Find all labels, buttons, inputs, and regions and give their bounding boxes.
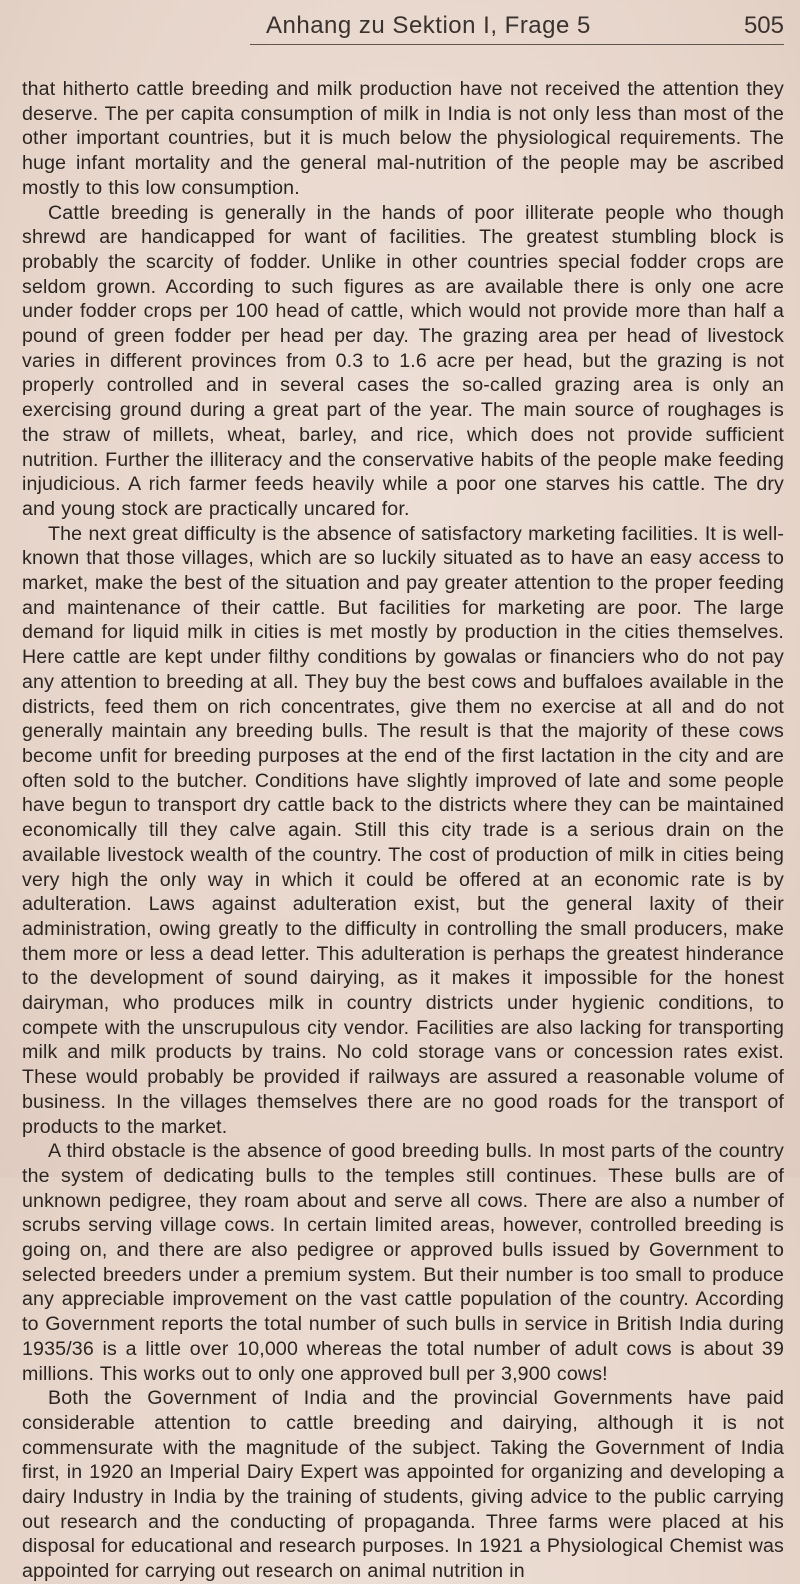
paragraph-breeding-bulls: A third obstacle is the absence of good breeding bulls. In most parts of the country the system of dedicating bulls to the temples still continues. These bulls are of unknown pedigree, they roam about and serve all cows. There are also a number of scrubs serving village cows. In certain limited areas, however, controlled breeding is going on, and there are also pedigree or approved bulls issued by Government to selected breeders under a premium system. But their number is too small to produce any appreciable improvement on the vast cattle population of the country. According to Government reports the total number of such bulls in service in British India during 1935/36 is a little over 10,000 whereas the total number of adult cows is about 39 millions. This works out to only one approved bull per 3,900 cows! bbox=[22, 1140, 784, 1385]
paragraph-fodder: Cattle breeding is generally in the hands of poor illiterate people who though shrewd are handicapped for want of facilities. The greatest stumbling block is probably the scarcity of fodder. Unlike in other countries special fodder crops are seldom grown. According to such figures as are available there is only one acre under fodder crops per 100 head of cattle, which would not provide more than half a pound of green fodder per head per day. The grazing area per head of livestock varies in different provinces from 0.3 to 1.6 acre per head, but the grazing is not properly controlled and in several cases the so-called grazing area is only an exercising ground during a great part of the year. The main source of roughages is the straw of millets, wheat, barley, and rice, which does not provide sufficient nutrition. Further the illiteracy and the conservative habits of the people make feeding injudicious. A rich farmer feeds heavily while a poor one starves his cattle. The dry and young stock are practically uncared for. bbox=[22, 201, 784, 520]
paragraph-government: Both the Government of India and the provincial Governments have paid considerable attention to cattle breeding and dairying, although it is not commensurate with the magnitude of the subject. Taking the Government of India first, in 1920 an Imperial Dairy Expert was appointed for organizing and developing a dairy Industry in India by the training of students, giving advice to the public carrying out research and the conducting of propaganda. Three farms were placed at his disposal for educational and research purposes. In 1921 a Physiological Chemist was appointed for carrying out research on animal nutrition in bbox=[22, 1387, 784, 1583]
book-page bbox=[22, 0, 784, 1584]
body-text bbox=[22, 77, 784, 1584]
running-head bbox=[250, 0, 784, 45]
paragraph-continued: that hitherto cattle breeding and milk production have not received the attention they deserve. The per capita consumption of milk in India is not only less than most of the other important countries, but it is much below the physiological requirements. The huge infant mortality and the general mal-nutrition of the people may be ascribed mostly to this low consumption. bbox=[22, 78, 784, 199]
page-number: 505 bbox=[743, 12, 784, 39]
paragraph-marketing: The next great difficulty is the absence of satisfactory marketing facilities. It is well-known that those villages, which are so luckily situated as to have an easy access to market, make the best of the situation and pay greater attention to the proper feeding and maintenance of their cattle. But facilities for marketing are poor. The large demand for liquid milk in cities is met mostly by production in the cities themselves. Here cattle are kept under filthy conditions by gowalas or financiers who do not pay any attention to breeding at all. They buy the best cows and buffaloes available in the districts, feed them on rich concentrates, give them no exercise at all and do not generally maintain any breeding bulls. The result is that the majority of these cows become unfit for breeding purposes at the end of the first lactation in the city and are often sold to the butcher. Conditions have slightly improved of late and some people have begun to transport dry cattle back to the districts where they can be maintained economically till they calve again. Still this city trade is a serious drain on the available livestock wealth of the country. The cost of production of milk in cities being very high the only way in which it could be offered at an economic rate is by adulteration. Laws against adulteration exist, but the general laxity of their administration, owing greatly to the difficulty in controlling the small producers, make them more or less a dead letter. This adulteration is perhaps the greatest hinderance to the development of sound dairying, as it makes it impossible for the honest dairyman, who produces milk in country districts under hygienic conditions, to compete with the unscrupulous city vendor. Facilities are also lacking for transporting milk and milk products by trains. No cold storage vans or concession rates exist. These would probably be provided if railways are assured a reasonable volume of business. In the villages themselves there are no good roads for the transport of products to the market. bbox=[22, 522, 784, 1138]
running-title: Anhang zu Sektion I, Frage 5 bbox=[266, 12, 591, 39]
